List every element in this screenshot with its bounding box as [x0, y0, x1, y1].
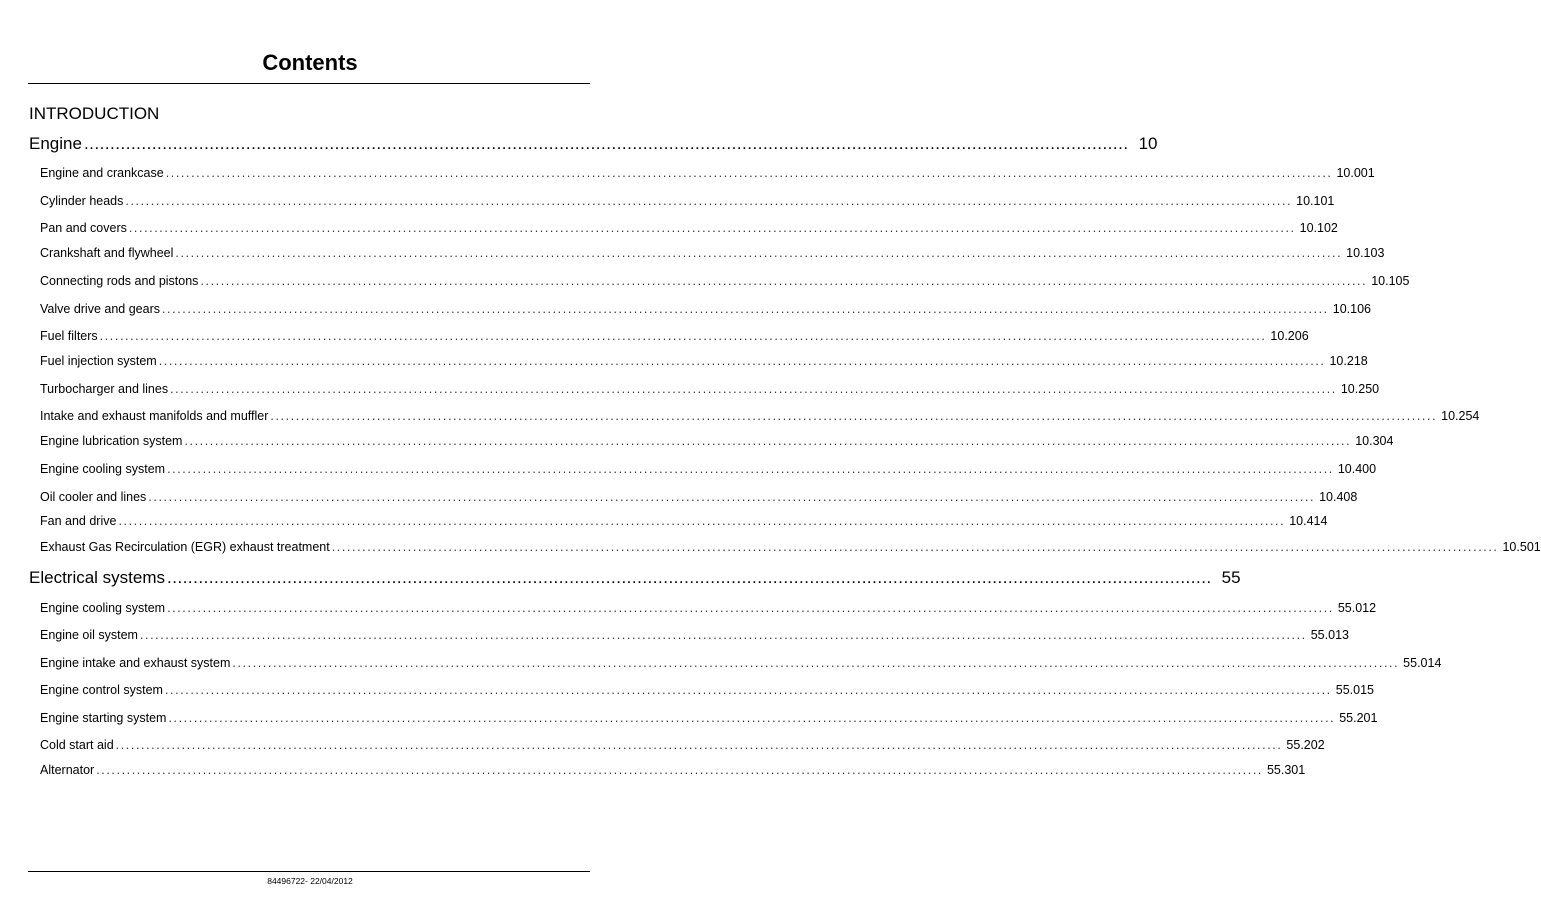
dot-leader: ...................................................................................................................................................................................................................................... [167, 462, 1334, 476]
toc-entry[interactable] [40, 626, 1349, 644]
toc-entry-label: Crankshaft and flywheel [40, 246, 174, 260]
page-title: Contents [262, 50, 358, 75]
bottom-divider [28, 871, 590, 872]
toc-entry[interactable] [40, 352, 1368, 370]
dot-leader: ...................................................................................................................................................................................................................................... [184, 434, 1352, 448]
dot-leader: ...................................................................................................................................................................................................................................... [331, 540, 1499, 554]
dot-leader: ........................................................................................................................................................................................................ [83, 134, 1129, 153]
toc-entry-page: 55.202 [1286, 738, 1325, 752]
dot-leader: ...................................................................................................................................................................................................................................... [96, 763, 1263, 777]
toc-entry[interactable] [40, 761, 1306, 779]
toc-entry-label: Cylinder heads [40, 194, 124, 208]
toc-entry-label: Engine and crankcase [40, 166, 164, 180]
toc-entry-page: 55.013 [1310, 628, 1349, 642]
toc-section-electrical-systems[interactable] [29, 567, 1241, 589]
toc-entry-label: Fuel injection system [40, 354, 157, 368]
toc-entry-label: Engine cooling system [40, 462, 166, 476]
dot-leader: ...................................................................................................................................................................................................................................... [118, 514, 1286, 528]
dot-leader: ...................................................................................................................................................................................................................................... [164, 683, 1332, 697]
toc-entry[interactable] [40, 327, 1309, 345]
toc-entry-page: 10.250 [1340, 382, 1380, 396]
toc-entry-label: Engine intake and exhaust system [40, 656, 231, 670]
toc-section-page: 10 [1138, 134, 1158, 153]
toc-entry-label: Fan and drive [40, 514, 117, 528]
toc-entry-label: Fuel filters [40, 329, 98, 343]
toc-entry-label: Exhaust Gas Recirculation (EGR) exhaust treatment [40, 540, 330, 554]
toc-entry-label: Valve drive and gears [40, 302, 160, 316]
dot-leader: ...................................................................................................................................................................................................................................... [148, 490, 1316, 504]
dot-leader: ...................................................................................................................................................................................................................................... [165, 166, 1333, 180]
toc-entry-page: 55.014 [1403, 656, 1442, 670]
toc-entry-label: Alternator [40, 763, 95, 777]
dot-leader: ...................................................................................................................................................................................................................................... [99, 329, 1267, 343]
toc-entry[interactable] [40, 512, 1328, 530]
toc-entry-page: 10.218 [1329, 354, 1368, 368]
toc-entry[interactable] [40, 300, 1371, 318]
toc-entry-page: 55.201 [1339, 711, 1378, 725]
dot-leader: ...................................................................................................................................................................................................................................... [200, 274, 1368, 288]
toc-entry[interactable] [40, 272, 1410, 290]
toc-entry[interactable] [40, 192, 1335, 210]
toc-entry-page: 10.304 [1355, 434, 1394, 448]
toc-entry[interactable] [40, 380, 1380, 398]
toc-entry-label: Intake and exhaust manifolds and muffler [40, 409, 269, 423]
toc-entry-label: Pan and covers [40, 221, 127, 235]
toc-entry[interactable] [40, 538, 1541, 556]
toc-section-label: Engine [29, 134, 82, 153]
dot-leader: ...................................................................................................................................................................................................................................... [125, 194, 1293, 208]
dot-leader: ...................................................................................................................................................................................................................................... [170, 382, 1337, 396]
introduction-heading[interactable]: INTRODUCTION [29, 104, 160, 123]
toc-entry[interactable] [40, 681, 1374, 699]
toc-entry[interactable] [40, 709, 1378, 727]
toc-entry-page: 10.001 [1336, 166, 1375, 180]
dot-leader: ...................................................................................................................................................................................................................................... [168, 711, 1336, 725]
toc-entry-label: Engine oil system [40, 628, 138, 642]
toc-entry-page: 10.206 [1270, 329, 1309, 343]
toc-entry-page: 10.102 [1299, 221, 1338, 235]
dot-leader: ...................................................................................................................................................................................................................................... [270, 409, 1438, 423]
toc-section-label: Electrical systems [29, 568, 166, 587]
toc-entry-page: 10.400 [1337, 462, 1377, 476]
toc-entry-page: 10.408 [1319, 490, 1358, 504]
dot-leader: ...................................................................................................................................................................................................................................... [232, 656, 1400, 670]
toc-entry[interactable] [40, 460, 1377, 478]
toc-entry[interactable] [40, 654, 1442, 672]
toc-entry-page: 10.501 [1502, 540, 1541, 554]
toc-entry[interactable] [40, 244, 1385, 262]
toc-entry[interactable] [40, 488, 1358, 506]
toc-entry-page: 10.103 [1346, 246, 1385, 260]
toc-entry-label: Engine lubrication system [40, 434, 183, 448]
footer-document-id: 84496722- 22/04/2012 [267, 876, 353, 886]
toc-entry-label: Turbocharger and lines [40, 382, 169, 396]
toc-entry[interactable] [40, 599, 1377, 617]
dot-leader: ...................................................................................................................................................................................................................................... [115, 738, 1283, 752]
toc-entry-page: 55.301 [1266, 763, 1306, 777]
toc-entry[interactable] [40, 432, 1394, 450]
dot-leader: ...................................................................................................................................................................................................................................... [167, 601, 1334, 615]
toc-entry-page: 10.106 [1332, 302, 1371, 316]
toc-entry-label: Engine control system [40, 683, 163, 697]
dot-leader: ...................................................................................................................................................................................................................................... [161, 302, 1329, 316]
toc-entry-page: 10.105 [1371, 274, 1410, 288]
dot-leader: ...................................................................................................................................................................................................................................... [158, 354, 1326, 368]
toc-entry-label: Connecting rods and pistons [40, 274, 199, 288]
toc-entry-page: 10.254 [1441, 409, 1480, 423]
toc-entry-label: Engine starting system [40, 711, 167, 725]
toc-entry[interactable] [40, 736, 1325, 754]
toc-entry-label: Oil cooler and lines [40, 490, 147, 504]
toc-entry-page: 10.414 [1289, 514, 1328, 528]
dot-leader: ........................................................................................................................................................................................................ [167, 568, 1212, 587]
toc-entry-label: Engine cooling system [40, 601, 166, 615]
dot-leader: ...................................................................................................................................................................................................................................... [175, 246, 1343, 260]
toc-entry[interactable] [40, 164, 1375, 182]
toc-section-engine[interactable] [29, 133, 1158, 155]
toc-section-page: 55 [1221, 568, 1241, 587]
toc-entry[interactable] [40, 407, 1480, 425]
top-divider [28, 83, 590, 84]
toc-entry-label: Cold start aid [40, 738, 114, 752]
dot-leader: ...................................................................................................................................................................................................................................... [139, 628, 1307, 642]
toc-entry-page: 10.101 [1296, 194, 1335, 208]
dot-leader: ...................................................................................................................................................................................................................................... [128, 221, 1296, 235]
toc-entry-page: 55.015 [1335, 683, 1374, 697]
toc-entry[interactable] [40, 219, 1338, 237]
toc-entry-page: 55.012 [1337, 601, 1377, 615]
